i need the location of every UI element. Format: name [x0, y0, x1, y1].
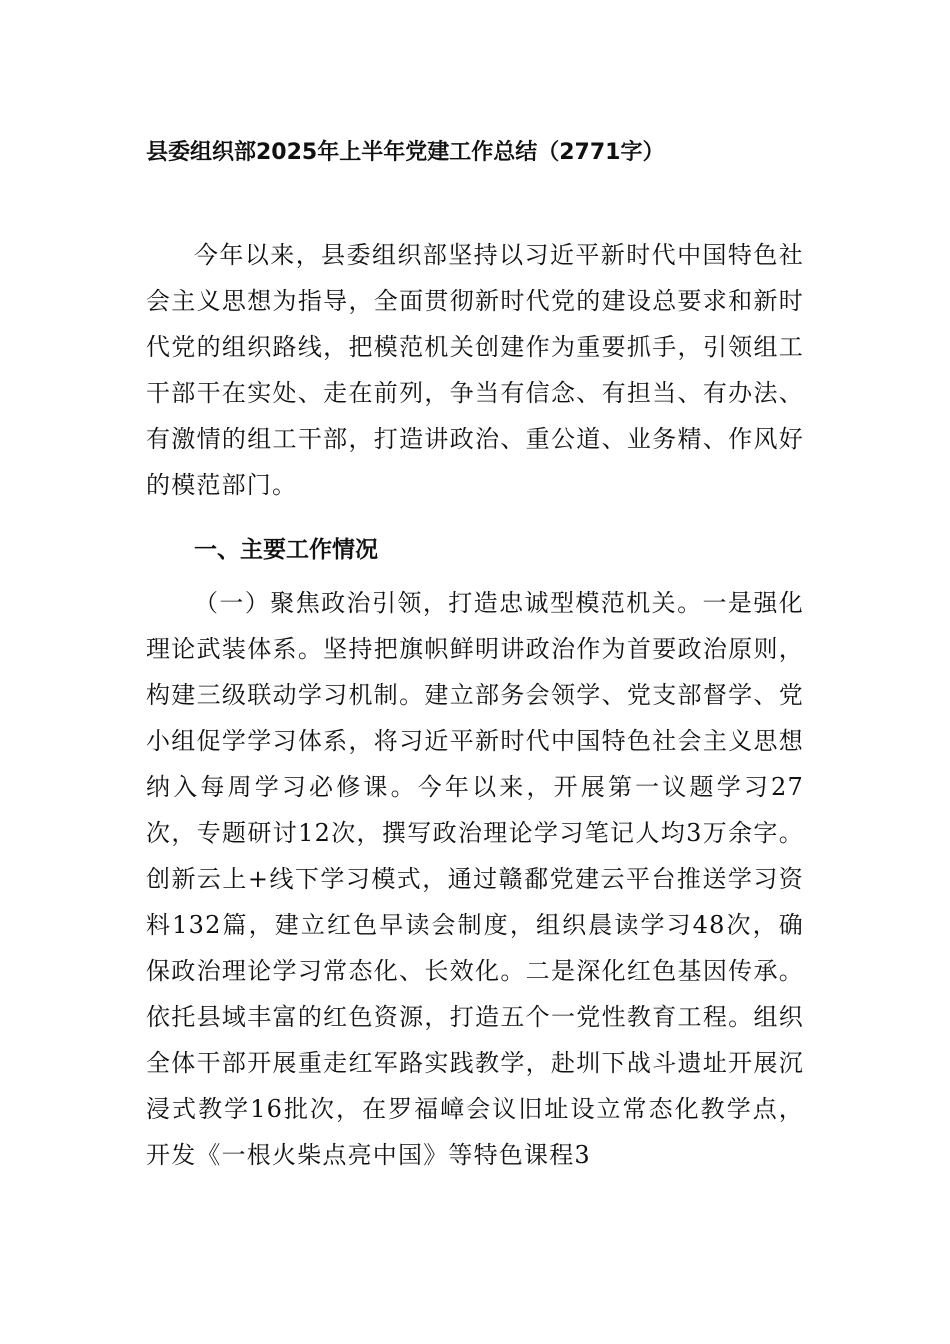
document-title: 县委组织部2025年上半年党建工作总结（2771字） [146, 140, 665, 165]
body-paragraph: （一）聚焦政治引领，打造忠诚型模范机关。一是强化理论武装体系。坚持把旗帜鲜明讲政治作为首要政治原则，构建三级联动学习机制。建立部务会领学、党支部督学、党小组促学学习体系，将习近平新时代中国特色社会主义思想纳入每周学习必修课。今年以来，开展第一议题学习27次，专题研讨12次，撰写政治理论学习笔记人均3万余字。创新云上+线下学习模式，通过赣鄱党建云平台推送学习资料132篇，建立红色早读会制度，组织晨读学习48次，确保政治理论学习常态化、长效化。二是深化红色基因传承。依托县域丰富的红色资源，打造五个一党性教育工程。组织全体干部开展重走红军路实践教学，赴圳下战斗遗址开展沉浸式教学16批次，在罗福嶂会议旧址设立常态化教学点，开发《一根火柴点亮中国》等特色课程3 [146, 589, 804, 1169]
section-heading: 一、主要工作情况 [194, 537, 378, 563]
intro-paragraph: 今年以来，县委组织部坚持以习近平新时代中国特色社会主义思想为指导，全面贯彻新时代党的建设总要求和新时代党的组织路线，把模范机关创建作为重要抓手，引领组工干部干在实处、走在前列，争当有信念、有担当、有办法、有激情的组工干部，打造讲政治、重公道、业务精、作风好的模范部门。 [146, 241, 804, 499]
